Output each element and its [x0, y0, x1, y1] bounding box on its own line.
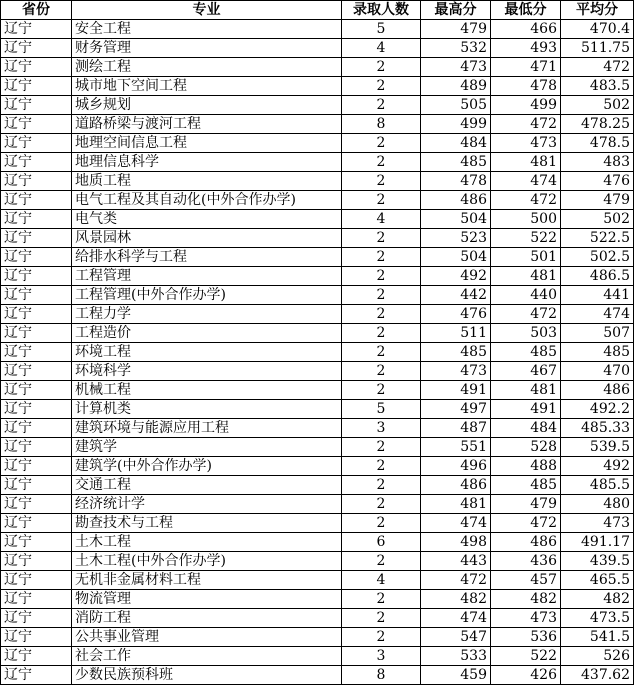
- cell-avg-score: 539.5: [561, 438, 634, 457]
- cell-min-score: 485: [491, 343, 561, 362]
- cell-avg-score: 473: [561, 514, 634, 533]
- cell-avg-score: 474: [561, 305, 634, 324]
- cell-min-score: 522: [491, 647, 561, 666]
- cell-count: 2: [342, 343, 421, 362]
- cell-min-score: 467: [491, 362, 561, 381]
- table-row: [1, 400, 634, 419]
- cell-min-score: 501: [491, 248, 561, 267]
- cell-province: 辽宁: [1, 419, 72, 438]
- cell-major: 社会工作: [72, 647, 342, 666]
- table-row: [1, 210, 634, 229]
- cell-min-score: 479: [491, 495, 561, 514]
- cell-major: 城乡规划: [72, 96, 342, 115]
- cell-major: 给排水科学与工程: [72, 248, 342, 267]
- cell-count: 2: [342, 267, 421, 286]
- cell-province: 辽宁: [1, 552, 72, 571]
- cell-major: 环境科学: [72, 362, 342, 381]
- table-row: [1, 134, 634, 153]
- cell-avg-score: 486: [561, 381, 634, 400]
- cell-avg-score: 502.5: [561, 248, 634, 267]
- cell-min-score: 472: [491, 305, 561, 324]
- cell-major: 城市地下空间工程: [72, 77, 342, 96]
- table-row: [1, 115, 634, 134]
- cell-province: 辽宁: [1, 438, 72, 457]
- cell-province: 辽宁: [1, 495, 72, 514]
- table-row: [1, 609, 634, 628]
- table-row: [1, 381, 634, 400]
- cell-count: 4: [342, 571, 421, 590]
- cell-avg-score: 480: [561, 495, 634, 514]
- table-row: [1, 362, 634, 381]
- table-header: [1, 1, 634, 20]
- cell-max-score: 492: [421, 267, 491, 286]
- cell-min-score: 499: [491, 96, 561, 115]
- cell-max-score: 474: [421, 514, 491, 533]
- cell-max-score: 523: [421, 229, 491, 248]
- cell-avg-score: 502: [561, 210, 634, 229]
- cell-min-score: 457: [491, 571, 561, 590]
- cell-max-score: 504: [421, 248, 491, 267]
- table-row: [1, 438, 634, 457]
- cell-min-score: 473: [491, 609, 561, 628]
- cell-count: 4: [342, 39, 421, 58]
- cell-province: 辽宁: [1, 666, 72, 685]
- cell-min-score: 486: [491, 533, 561, 552]
- cell-count: 2: [342, 229, 421, 248]
- cell-avg-score: 485.33: [561, 419, 634, 438]
- cell-min-score: 482: [491, 590, 561, 609]
- cell-major: 道路桥梁与渡河工程: [72, 115, 342, 134]
- cell-max-score: 485: [421, 343, 491, 362]
- cell-avg-score: 492: [561, 457, 634, 476]
- cell-province: 辽宁: [1, 628, 72, 647]
- cell-min-score: 436: [491, 552, 561, 571]
- cell-max-score: 551: [421, 438, 491, 457]
- cell-province: 辽宁: [1, 457, 72, 476]
- cell-count: 2: [342, 552, 421, 571]
- cell-province: 辽宁: [1, 400, 72, 419]
- cell-max-score: 496: [421, 457, 491, 476]
- cell-count: 2: [342, 153, 421, 172]
- cell-max-score: 478: [421, 172, 491, 191]
- cell-min-score: 472: [491, 191, 561, 210]
- cell-major: 地理信息科学: [72, 153, 342, 172]
- header-row: [1, 1, 634, 20]
- cell-min-score: 481: [491, 153, 561, 172]
- cell-min-score: 471: [491, 58, 561, 77]
- cell-province: 辽宁: [1, 134, 72, 153]
- cell-count: 2: [342, 77, 421, 96]
- cell-major: 消防工程: [72, 609, 342, 628]
- cell-province: 辽宁: [1, 58, 72, 77]
- cell-province: 辽宁: [1, 590, 72, 609]
- cell-avg-score: 485.5: [561, 476, 634, 495]
- cell-province: 辽宁: [1, 267, 72, 286]
- table-row: [1, 96, 634, 115]
- cell-count: 2: [342, 191, 421, 210]
- cell-major: 安全工程: [72, 20, 342, 39]
- cell-count: 2: [342, 381, 421, 400]
- cell-count: 2: [342, 609, 421, 628]
- cell-province: 辽宁: [1, 191, 72, 210]
- table-row: [1, 20, 634, 39]
- cell-count: 2: [342, 362, 421, 381]
- table-row: [1, 647, 634, 666]
- cell-avg-score: 526: [561, 647, 634, 666]
- cell-count: 2: [342, 96, 421, 115]
- cell-avg-score: 486.5: [561, 267, 634, 286]
- table-row: [1, 248, 634, 267]
- cell-major: 少数民族预科班: [72, 666, 342, 685]
- table-row: [1, 286, 634, 305]
- cell-min-score: 500: [491, 210, 561, 229]
- cell-province: 辽宁: [1, 210, 72, 229]
- cell-min-score: 473: [491, 134, 561, 153]
- cell-max-score: 474: [421, 609, 491, 628]
- cell-major: 土木工程: [72, 533, 342, 552]
- cell-province: 辽宁: [1, 362, 72, 381]
- cell-major: 计算机类: [72, 400, 342, 419]
- cell-min-score: 472: [491, 115, 561, 134]
- header-min: 最低分: [491, 1, 561, 20]
- cell-max-score: 482: [421, 590, 491, 609]
- cell-province: 辽宁: [1, 115, 72, 134]
- cell-province: 辽宁: [1, 381, 72, 400]
- cell-max-score: 485: [421, 153, 491, 172]
- cell-avg-score: 476: [561, 172, 634, 191]
- cell-count: 3: [342, 419, 421, 438]
- cell-major: 电气类: [72, 210, 342, 229]
- cell-avg-score: 492.2: [561, 400, 634, 419]
- cell-avg-score: 507: [561, 324, 634, 343]
- cell-count: 2: [342, 134, 421, 153]
- cell-max-score: 487: [421, 419, 491, 438]
- cell-max-score: 498: [421, 533, 491, 552]
- cell-major: 经济统计学: [72, 495, 342, 514]
- cell-min-score: 481: [491, 267, 561, 286]
- cell-min-score: 522: [491, 229, 561, 248]
- header-avg: 平均分: [561, 1, 634, 20]
- cell-min-score: 426: [491, 666, 561, 685]
- cell-major: 地质工程: [72, 172, 342, 191]
- table-row: [1, 39, 634, 58]
- cell-major: 测绘工程: [72, 58, 342, 77]
- cell-max-score: 511: [421, 324, 491, 343]
- cell-province: 辽宁: [1, 609, 72, 628]
- cell-province: 辽宁: [1, 229, 72, 248]
- cell-province: 辽宁: [1, 305, 72, 324]
- cell-max-score: 486: [421, 191, 491, 210]
- cell-count: 2: [342, 590, 421, 609]
- cell-province: 辽宁: [1, 96, 72, 115]
- cell-count: 2: [342, 248, 421, 267]
- cell-min-score: 440: [491, 286, 561, 305]
- cell-avg-score: 465.5: [561, 571, 634, 590]
- table-row: [1, 419, 634, 438]
- cell-province: 辽宁: [1, 571, 72, 590]
- header-province: 省份: [1, 1, 72, 20]
- cell-province: 辽宁: [1, 324, 72, 343]
- cell-avg-score: 473.5: [561, 609, 634, 628]
- table-row: [1, 514, 634, 533]
- cell-count: 2: [342, 514, 421, 533]
- cell-province: 辽宁: [1, 476, 72, 495]
- cell-major: 公共事业管理: [72, 628, 342, 647]
- cell-max-score: 497: [421, 400, 491, 419]
- table-row: [1, 343, 634, 362]
- cell-major: 建筑学: [72, 438, 342, 457]
- header-count: 录取人数: [342, 1, 421, 20]
- cell-avg-score: 483: [561, 153, 634, 172]
- cell-max-score: 547: [421, 628, 491, 647]
- cell-avg-score: 511.75: [561, 39, 634, 58]
- cell-avg-score: 437.62: [561, 666, 634, 685]
- cell-avg-score: 522.5: [561, 229, 634, 248]
- table-row: [1, 628, 634, 647]
- cell-min-score: 493: [491, 39, 561, 58]
- cell-count: 2: [342, 305, 421, 324]
- cell-avg-score: 470.4: [561, 20, 634, 39]
- cell-count: 3: [342, 647, 421, 666]
- cell-max-score: 489: [421, 77, 491, 96]
- cell-min-score: 474: [491, 172, 561, 191]
- cell-min-score: 484: [491, 419, 561, 438]
- table-row: [1, 305, 634, 324]
- cell-avg-score: 541.5: [561, 628, 634, 647]
- cell-avg-score: 502: [561, 96, 634, 115]
- table-row: [1, 571, 634, 590]
- cell-avg-score: 478.5: [561, 134, 634, 153]
- cell-major: 机械工程: [72, 381, 342, 400]
- cell-count: 2: [342, 628, 421, 647]
- table-row: [1, 58, 634, 77]
- cell-province: 辽宁: [1, 533, 72, 552]
- cell-max-score: 443: [421, 552, 491, 571]
- table-row: [1, 495, 634, 514]
- cell-count: 4: [342, 210, 421, 229]
- cell-province: 辽宁: [1, 77, 72, 96]
- cell-major: 工程管理: [72, 267, 342, 286]
- cell-province: 辽宁: [1, 647, 72, 666]
- cell-avg-score: 483.5: [561, 77, 634, 96]
- cell-min-score: 536: [491, 628, 561, 647]
- cell-province: 辽宁: [1, 39, 72, 58]
- cell-province: 辽宁: [1, 153, 72, 172]
- cell-major: 建筑学(中外合作办学): [72, 457, 342, 476]
- cell-max-score: 491: [421, 381, 491, 400]
- cell-max-score: 533: [421, 647, 491, 666]
- cell-count: 2: [342, 438, 421, 457]
- table-row: [1, 191, 634, 210]
- cell-avg-score: 441: [561, 286, 634, 305]
- table-row: [1, 153, 634, 172]
- cell-avg-score: 472: [561, 58, 634, 77]
- cell-count: 8: [342, 115, 421, 134]
- cell-avg-score: 482: [561, 590, 634, 609]
- cell-avg-score: 491.17: [561, 533, 634, 552]
- cell-max-score: 499: [421, 115, 491, 134]
- cell-major: 交通工程: [72, 476, 342, 495]
- cell-major: 环境工程: [72, 343, 342, 362]
- cell-min-score: 503: [491, 324, 561, 343]
- cell-count: 6: [342, 533, 421, 552]
- cell-avg-score: 485: [561, 343, 634, 362]
- cell-max-score: 504: [421, 210, 491, 229]
- table-row: [1, 476, 634, 495]
- cell-count: 5: [342, 400, 421, 419]
- cell-major: 工程力学: [72, 305, 342, 324]
- cell-province: 辽宁: [1, 286, 72, 305]
- cell-major: 电气工程及其自动化(中外合作办学): [72, 191, 342, 210]
- table-row: [1, 533, 634, 552]
- cell-count: 2: [342, 286, 421, 305]
- table-row: [1, 552, 634, 571]
- table-row: [1, 267, 634, 286]
- cell-min-score: 488: [491, 457, 561, 476]
- cell-min-score: 491: [491, 400, 561, 419]
- cell-count: 2: [342, 495, 421, 514]
- cell-max-score: 484: [421, 134, 491, 153]
- cell-major: 勘查技术与工程: [72, 514, 342, 533]
- cell-count: 2: [342, 172, 421, 191]
- cell-avg-score: 470: [561, 362, 634, 381]
- cell-min-score: 466: [491, 20, 561, 39]
- cell-province: 辽宁: [1, 514, 72, 533]
- cell-major: 物流管理: [72, 590, 342, 609]
- cell-province: 辽宁: [1, 20, 72, 39]
- cell-count: 2: [342, 476, 421, 495]
- cell-major: 工程造价: [72, 324, 342, 343]
- cell-max-score: 479: [421, 20, 491, 39]
- table-row: [1, 457, 634, 476]
- cell-major: 财务管理: [72, 39, 342, 58]
- cell-max-score: 481: [421, 495, 491, 514]
- cell-count: 2: [342, 457, 421, 476]
- cell-avg-score: 478.25: [561, 115, 634, 134]
- table-row: [1, 172, 634, 191]
- cell-min-score: 481: [491, 381, 561, 400]
- cell-major: 土木工程(中外合作办学): [72, 552, 342, 571]
- cell-min-score: 485: [491, 476, 561, 495]
- cell-max-score: 532: [421, 39, 491, 58]
- cell-min-score: 472: [491, 514, 561, 533]
- cell-major: 地理空间信息工程: [72, 134, 342, 153]
- table-row: [1, 324, 634, 343]
- cell-avg-score: 439.5: [561, 552, 634, 571]
- cell-count: 2: [342, 58, 421, 77]
- table-row: [1, 229, 634, 248]
- cell-major: 工程管理(中外合作办学): [72, 286, 342, 305]
- cell-major: 无机非金属材料工程: [72, 571, 342, 590]
- cell-max-score: 472: [421, 571, 491, 590]
- cell-max-score: 459: [421, 666, 491, 685]
- cell-max-score: 476: [421, 305, 491, 324]
- cell-max-score: 442: [421, 286, 491, 305]
- cell-max-score: 473: [421, 58, 491, 77]
- table-row: [1, 77, 634, 96]
- cell-province: 辽宁: [1, 248, 72, 267]
- table-row: [1, 590, 634, 609]
- cell-count: 2: [342, 324, 421, 343]
- header-max: 最高分: [421, 1, 491, 20]
- cell-max-score: 505: [421, 96, 491, 115]
- cell-count: 8: [342, 666, 421, 685]
- cell-major: 建筑环境与能源应用工程: [72, 419, 342, 438]
- cell-province: 辽宁: [1, 343, 72, 362]
- cell-min-score: 478: [491, 77, 561, 96]
- cell-avg-score: 479: [561, 191, 634, 210]
- table-body: [1, 20, 634, 685]
- header-major: 专业: [72, 1, 342, 20]
- cell-province: 辽宁: [1, 172, 72, 191]
- cell-count: 5: [342, 20, 421, 39]
- cell-major: 风景园林: [72, 229, 342, 248]
- cell-max-score: 473: [421, 362, 491, 381]
- cell-max-score: 486: [421, 476, 491, 495]
- cell-min-score: 528: [491, 438, 561, 457]
- table-row: [1, 666, 634, 685]
